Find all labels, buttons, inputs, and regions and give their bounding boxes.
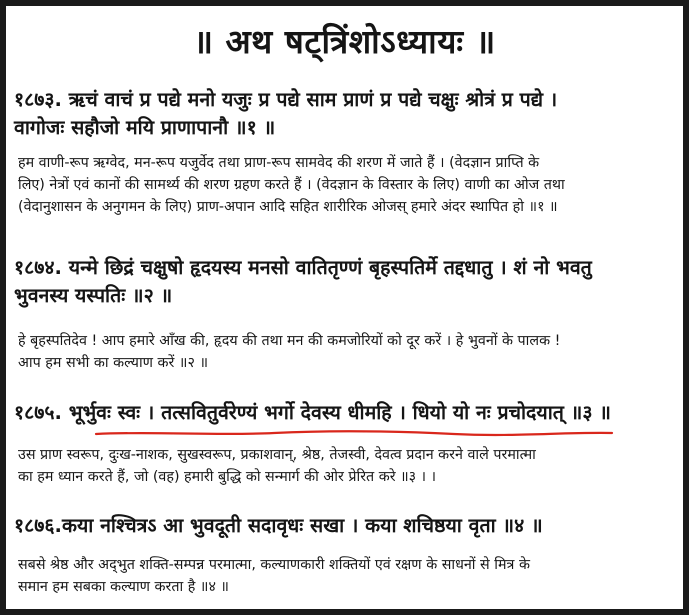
verse-1874-translation <box>18 330 678 374</box>
translation-line: सबसे श्रेष्ठ और अद्‌भुत शक्ति-सम्पन्न परमात्मा, कल्याणकारी शक्तियों एवं रक्षण के साधनों से मित्र के <box>18 557 530 573</box>
mantra-line: वागोजः सहौजो मयि प्राणापानौ ॥१ ॥ <box>14 116 276 139</box>
mantra-line: १८७३. ऋचं वाचं प्र पद्ये मनो यजुः प्र पद्ये साम प्राणं प्र पद्ये चक्षुः श्रोत्रं प्र पद्ये । <box>14 88 558 111</box>
chapter-title: ॥ अथ षट्त्रिंशोऽध्यायः ॥ <box>193 22 496 61</box>
verse-1876-translation <box>18 554 678 598</box>
red-underline-mark <box>94 428 614 438</box>
verse-1874-mantra <box>14 254 678 310</box>
translation-line: समान हम सबका कल्याण करता है ॥४ ॥ <box>18 579 229 595</box>
translation-line: (वेदानुशासन के अनुगमन के लिए) प्राण-अपान आदि सहित शारीरिक ओजस् हमारे अंदर स्थापित हो ॥१ ॥ <box>18 199 558 215</box>
verse-1875-translation <box>18 444 678 488</box>
scripture-page <box>6 6 683 609</box>
translation-line: लिए) नेत्रों एवं कानों की सामर्थ्य की शरण ग्रहण करते हैं । (वेदज्ञान के विस्तार के लिए) वाणी का ओज तथा <box>18 177 565 193</box>
verse-1873-mantra <box>14 86 678 142</box>
verse-1873-translation <box>18 152 678 218</box>
mantra-line: भुवनस्य यस्पतिः ॥२ ॥ <box>14 284 173 307</box>
translation-line: आप हम सभी का कल्याण करें ॥२ ॥ <box>18 355 209 371</box>
verse-1876-mantra <box>14 512 678 540</box>
verse-1875-mantra <box>14 399 678 427</box>
mantra-line: १८७४. यन्मे छिद्रं चक्षुषो हृदयस्य मनसो वातितृण्णं बृहस्पतिर्मे तद्दधातु । शं नो भवतु <box>14 256 592 279</box>
underline-stroke <box>96 431 612 435</box>
mantra-line: १८७५. भूर्भुवः स्वः । तत्सवितुर्वरेण्यं भर्गो देवस्य धीमहि । धियो यो नः प्रचोदयात् ॥३ ॥ <box>14 401 611 424</box>
translation-line: हम वाणी-रूप ऋग्वेद, मन-रूप यजुर्वेद तथा प्राण-रूप सामवेद की शरण में जाते हैं । (वेदज्ञान प्राप्ति के <box>18 155 540 171</box>
translation-line: उस प्राण स्वरूप, दुःख-नाशक, सुखस्वरूप, प्रकाशवान्, श्रेष्ठ, तेजस्वी, देवत्व प्रदान करने वाले परमात्मा <box>18 447 536 463</box>
translation-line: का हम ध्यान करते हैं, जो (वह) हमारी बुद्धि को सन्मार्ग की ओर प्रेरित करे ॥३ । । <box>18 469 437 485</box>
mantra-line: १८७६.कया नश्चित्रऽ आ भुवदूती सदावृधः सखा । कया शचिष्ठया वृता ॥४ ॥ <box>14 514 543 537</box>
translation-line: हे बृहस्पतिदेव ! आप हमारे आँख की, हृदय की तथा मन की कमजोरियों को दूर करें । हे भुवनों के पालक ! <box>18 333 561 349</box>
